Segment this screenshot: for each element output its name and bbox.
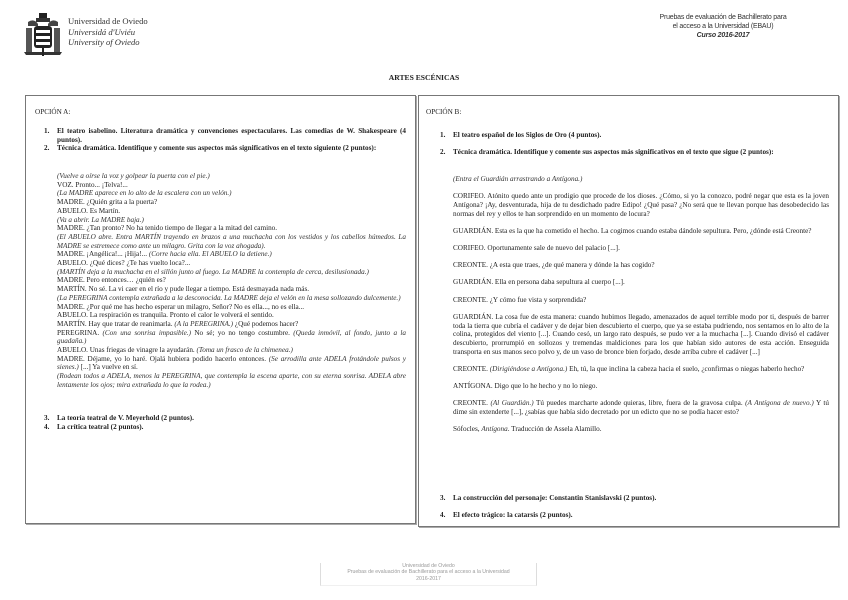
- dialogue-line: [57, 233, 406, 250]
- dialogue-text: ABUELO. Unas friegas de vinagre la ayudarán.: [57, 346, 197, 355]
- stage-direction: (Vuelve a oírse la voz y golpear la puerta con el pie.): [57, 172, 210, 180]
- stage-direction: (Queda inmóvil, al fondo, junto a la guadaña.): [57, 328, 406, 346]
- dialogue-text: CORIFEO. Atónito quedo ante un prodigio que procede de los dioses. ¿Cómo, si yo la conozco, podré negar que esta es la joven Antígona? ¡Ay, desventurada, hija de tu desdichado padre Edipo! ¿Qué pasa? ¿No será que te llevan porque has desobedecido las normas del rey y ellos te han sorprendido en un momento de locura?: [453, 192, 829, 218]
- stage-direction: Antígona: [481, 425, 508, 434]
- question-item: [44, 127, 406, 144]
- dialogue-text: CREONTE. ¿Y cómo fue vista y sorprendida?: [453, 295, 587, 304]
- dialogue-line: [57, 172, 406, 181]
- footer-line: 2016-2017: [416, 575, 441, 582]
- dialogue-text: Eh, tú, la que inclina la cabeza hacia el suelo, ¿confirmas o niegas haberlo hecho?: [567, 364, 805, 373]
- question-text: El efecto trágico: la catarsis (2 puntos).: [453, 510, 573, 519]
- question-number: 3.: [440, 494, 446, 502]
- stage-direction: (Con una sonrisa impasible.): [102, 328, 191, 337]
- dialogue-line: [453, 192, 829, 218]
- dialogue-line: [57, 303, 406, 312]
- dialogue-line: [57, 259, 406, 268]
- question-item: [44, 144, 406, 153]
- question-item: [440, 510, 829, 520]
- dialogue-text: ¿Qué podemos hacer?: [233, 319, 299, 328]
- option-b-questions-top: [440, 131, 829, 164]
- dialogue-text: ABUELO. Es Martín.: [57, 206, 121, 215]
- question-item: [440, 494, 829, 503]
- question-text: El teatro español de los Siglos de Oro (4 puntos).: [453, 131, 602, 139]
- dialogue-text: GUARDIÁN. Ella en persona daba sepultura al cuerpo [...].: [453, 278, 625, 287]
- dialogue-text: ABUELO. La respiración es tranquila. Pronto el calor le volverá el sentido.: [57, 311, 274, 320]
- university-name: [68, 16, 148, 48]
- exam-line: Pruebas de evaluación de Bachillerato para: [659, 14, 787, 21]
- stage-direction: (Va a abrir. La MADRE baja.): [57, 215, 144, 224]
- page-title: ARTES ESCÉNICAS: [388, 73, 460, 82]
- option-b-questions-bottom: [440, 494, 829, 527]
- question-number: 3.: [44, 414, 50, 422]
- stage-direction: (MARTÍN deja a la muchacha en el sillón junto al fuego. La MADRE la contempla de cerca, desilusionada.): [57, 267, 369, 276]
- question-item: [44, 414, 406, 423]
- dialogue-text: MADRE. ¿Por qué me has hecho esperar un milagro, Señor? No es ella..., no es ella...: [57, 302, 305, 311]
- stage-direction: (La PEREGRINA contempla extrañada a la desconocida. La MADRE deja el velón en la mesa sollozando dulcemente.): [57, 293, 401, 302]
- dialogue-text: CORIFEO. Oportunamente sale de nuevo del palacio [...].: [453, 244, 620, 253]
- dialogue-text: Tú puedes marcharte adonde quieras, libre, fuera de la gravosa culpa.: [533, 399, 746, 408]
- question-item: [440, 147, 829, 157]
- dialogue-line: [453, 296, 829, 305]
- dialogue-line: [57, 285, 406, 294]
- dialogue-line: [57, 311, 406, 320]
- dialogue-line: [57, 189, 406, 198]
- course-label: Curso 2016-2017: [696, 32, 750, 39]
- dialogue-text: [...] Ya vuelve en sí.: [78, 363, 138, 372]
- dialogue-text: Y tú dime sin extenderte [...], ¿sabías que había sido decretado por un edicto que no se podía hacer esto?: [453, 399, 830, 416]
- dialogue-line: [57, 224, 406, 233]
- dialogue-line: [57, 346, 406, 355]
- dialogue-text: ANTÍGONA. Digo que lo he hecho y no lo niego.: [453, 382, 598, 391]
- dialogue-text: MARTÍN. No sé. La vi caer en el río y pude llegar a tiempo. Está desmayada nada más.: [57, 285, 310, 294]
- option-b-box: [418, 95, 839, 527]
- question-item: [44, 422, 406, 432]
- stage-direction: (A la PEREGRINA.): [174, 319, 234, 328]
- university-crest-logo: [24, 12, 62, 56]
- stage-direction: (Entra el Guardián arrastrando a Antígona.): [453, 175, 583, 183]
- footer-line: Pruebas de evaluación de Bachillerato para el acceso a la Universidad: [347, 569, 510, 576]
- dialogue-line: [453, 175, 829, 184]
- dialogue-text: MADRE. ¿Quién grita a la puerta?: [57, 198, 158, 207]
- question-number: 4.: [44, 422, 50, 431]
- dialogue-text: CREONTE. ¿A esta que traes, ¿de qué manera y dónde la has cogido?: [453, 261, 655, 270]
- dialogue-line: [57, 250, 406, 259]
- dialogue-text: PEREGRINA.: [57, 328, 103, 337]
- dialogue-line: [57, 268, 406, 277]
- question-number: 1.: [44, 127, 50, 135]
- stage-direction: (Se arrodilla ante ADELA frotándole pulsos y sienes.): [57, 354, 406, 372]
- dialogue-text: MADRE. Pero entonces… ¿quién es?: [57, 276, 166, 285]
- option-a-questions-top: [44, 127, 406, 153]
- dialogue-text: MADRE. ¿Tan pronto? No ha tenido tiempo de llegar a la mitad del camino.: [57, 224, 278, 233]
- dialogue-line: [453, 382, 829, 391]
- dialogue-line: [453, 313, 829, 357]
- question-text: Técnica dramática. Identifique y comente sus aspectos más significativos en el texto que sigue (2 puntos):: [453, 147, 774, 156]
- stage-direction: (Corre hacia ella. El ABUELO la detiene.): [148, 250, 272, 259]
- university-name-ast: Universidá d'Uviéu: [68, 26, 135, 37]
- dialogue-line: [453, 261, 829, 270]
- university-name-en: University of Oviedo: [68, 37, 140, 47]
- stage-direction: (A Antígona de nuevo.): [745, 399, 814, 408]
- dialogue-text: No sé; yo no tengo costumbre.: [191, 328, 294, 337]
- dialogue-text: MADRE. Déjame, yo lo haré. Ojalá hubiera podido hacerlo entonces.: [57, 354, 269, 363]
- dialogue-line: [453, 365, 829, 374]
- stage-direction: (Rodean todos a ADELA, menos la PEREGRINA, que contempla la escena aparte, con su eterna sonrisa. ADELA abre lentamente los ojos; mira extrañada lo que la rodea.): [57, 372, 406, 389]
- option-a-dialogue: [57, 172, 406, 390]
- page-footer: [320, 563, 537, 586]
- option-a-questions-bottom: [44, 414, 406, 431]
- question-number: 4.: [440, 510, 446, 519]
- question-item: [440, 131, 829, 140]
- question-number: 1.: [440, 131, 446, 139]
- dialogue-text: GUARDIÁN. La cosa fue de esta manera: cuando hubimos llegado, amenazados de aquel terrible modo por ti, después de barrer toda la tierra que cubría el cadáver y de dejar bien descubierto el cuerpo, que ya se estaba pudriendo, nos sentamos en lo alto de la colina, protegidos del viento [...]. Cuando cesó, un largo rato después, se pudo ver a la muchacha [...]. Cuando divisó el cadáver descubierto, prorrumpió en sollozos y tremendas maldiciones para los que habían sido autores de esta acción. Enseguida transporta en sus manos seco polvo y, de un vaso de bronce bien forjado, desde arriba cubre el cadáver [...]: [453, 312, 829, 356]
- dialogue-text: CREONTE.: [453, 364, 490, 373]
- question-text: La teoría teatral de V. Meyerhold (2 puntos).: [57, 414, 194, 422]
- dialogue-line: [453, 425, 829, 434]
- dialogue-line: [57, 198, 406, 207]
- stage-direction: (La MADRE aparece en lo alto de la escalera con un velón.): [57, 189, 232, 198]
- question-number: 2.: [440, 147, 446, 156]
- stage-direction: (Dirigiéndose a Antígona.): [489, 364, 568, 373]
- footer-line: Universidad de Oviedo: [402, 563, 455, 569]
- option-a-box: [25, 95, 416, 524]
- dialogue-text: MARTÍN. Hay que tratar de reanimarla.: [57, 319, 175, 328]
- dialogue-text: GUARDIÁN. Esta es la que ha cometido el hecho. La cogimos cuando estaba dándole sepultura. Pero, ¿dónde está Creonte?: [453, 226, 812, 235]
- dialogue-text: Sófocles,: [453, 425, 482, 434]
- dialogue-text: MADRE. ¡Angélica!... ¡Hija!...: [57, 250, 149, 259]
- dialogue-line: [57, 207, 406, 216]
- dialogue-text: CREONTE.: [453, 399, 491, 408]
- dialogue-line: [57, 355, 406, 372]
- dialogue-line: [57, 181, 406, 190]
- dialogue-line: [57, 216, 406, 225]
- option-a-label: OPCIÓN A:: [35, 108, 71, 116]
- question-text: La crítica teatral (2 puntos).: [57, 422, 144, 431]
- option-b-label: OPCIÓN B:: [426, 108, 462, 116]
- dialogue-line: [57, 294, 406, 303]
- dialogue-line: [453, 399, 829, 416]
- stage-direction: (Toma un frasco de la chimenea.): [196, 346, 293, 355]
- dialogue-line: [453, 227, 829, 236]
- dialogue-line: [57, 372, 406, 389]
- dialogue-line: [57, 329, 406, 346]
- dialogue-line: [57, 320, 406, 329]
- question-text: La construcción del personaje: Constantin Stanislavski (2 puntos).: [453, 494, 657, 502]
- dialogue-text: ABUELO. ¿Qué dices? ¿Te has vuelto loca?...: [57, 259, 191, 268]
- exam-line: el acceso a la Universidad (EBAU): [672, 23, 774, 30]
- option-b-dialogue: [453, 175, 829, 442]
- dialogue-line: [453, 244, 829, 253]
- question-number: 2.: [44, 144, 50, 153]
- stage-direction: (El ABUELO abre. Entra MARTÍN trayendo en brazos a una muchacha con los vestidos y los cabellos húmedos. La MADRE se estremece como ante un milagro. Grita con la voz ahogada).: [57, 232, 406, 250]
- dialogue-line: [453, 278, 829, 287]
- dialogue-line: [57, 276, 406, 285]
- dialogue-text: . Traducción de Assela Alamillo.: [507, 425, 602, 434]
- question-text: Técnica dramática. Identifique y comente sus aspectos más significativos en el texto siguiente (2 puntos):: [57, 144, 377, 153]
- exam-header: [623, 13, 823, 40]
- university-name-es: Universidad de Oviedo: [68, 16, 148, 26]
- dialogue-text: VOZ. Pronto... ¡Telva!...: [57, 180, 128, 189]
- question-text: El teatro isabelino. Literatura dramática y convenciones espectaculares. Las comedias de W. Shakespeare (4 puntos).: [57, 127, 406, 144]
- stage-direction: (Al Guardián.): [490, 399, 534, 408]
